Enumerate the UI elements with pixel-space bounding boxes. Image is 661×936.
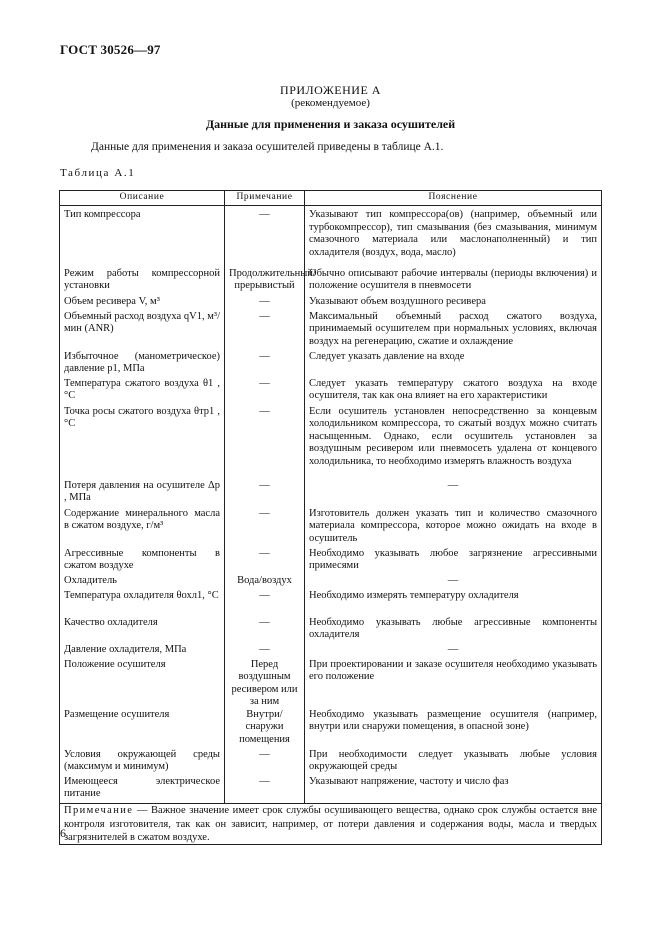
appendix-title: ПРИЛОЖЕНИЕ А: [280, 83, 381, 97]
table-row: [60, 548, 602, 575]
row-explanation: Указывают объем воздушного ресивера: [305, 296, 602, 311]
row-note: —: [225, 548, 305, 575]
row-description: Потеря давления на осушителе Δp , МПа: [60, 480, 225, 508]
appendix-heading: Данные для применения и заказа осушителей: [205, 117, 456, 131]
row-note: —: [225, 296, 305, 311]
row-description: Точка росы сжатого воздуха θтр1 , °C: [60, 406, 225, 480]
row-note: —: [225, 351, 305, 378]
row-description: Имеющееся электрическое питание: [60, 776, 225, 804]
table-header-row: [60, 191, 602, 206]
header-explanation: Пояснение: [305, 191, 602, 206]
row-note: Вода/воздух: [225, 575, 305, 590]
row-description: Тип компрессора: [60, 206, 225, 268]
row-note: Продолжительный/прерывистый: [225, 268, 305, 296]
table-row: [60, 617, 602, 644]
row-explanation: При необходимости следует указывать любые условия окружающей среды: [305, 749, 602, 776]
row-explanation: Обычно описывают рабочие интервалы (периоды включения) и положение осушителя в пневмосети: [305, 268, 602, 296]
row-description: Избыточное (манометрическое) давление p1, МПа: [60, 351, 225, 378]
row-note: —: [225, 749, 305, 776]
row-note: Перед воздушным ресивером или за ним: [225, 659, 305, 709]
table-row: [60, 480, 602, 508]
row-explanation: Следует указать давление на входе: [305, 351, 602, 378]
row-explanation: Следует указать температуру сжатого воздуха на входе осушителя, так как она влияет на его характеристики: [305, 378, 602, 406]
row-description: Температура охладителя θохл1, °C: [60, 590, 225, 617]
row-explanation: Максимальный объемный расход сжатого воздуха, принимаемый осушителем при нормальных условиях, включая воздух на регенерацию, сжатие и охлаждение: [305, 311, 602, 351]
row-description: Агрессивные компоненты в сжатом воздухе: [60, 548, 225, 575]
table-row: [60, 508, 602, 548]
row-description: Содержание минерального масла в сжатом воздухе, г/м³: [60, 508, 225, 548]
header-note: Примечание: [225, 191, 305, 206]
row-description: Объемный расход воздуха qV1, м³/мин (ANR): [60, 311, 225, 351]
row-explanation: При проектировании и заказе осушителя необходимо указывать его положение: [305, 659, 602, 709]
note-text: — Важное значение имеет срок службы осушивающего вещества, однако срок службы остается вне контроля изготовителя, так как он зависит, например, от потери давления и содержания воды, масла и твердых загрязнителей в сжатом воздухе.: [64, 805, 597, 843]
row-note: —: [225, 508, 305, 548]
table-row: [60, 406, 602, 480]
row-description: Качество охладителя: [60, 617, 225, 644]
row-description: Размещение осушителя: [60, 709, 225, 749]
row-note: —: [225, 776, 305, 804]
row-note: Внутри/снаружи помещения: [225, 709, 305, 749]
table-row: [60, 351, 602, 378]
row-description: Давление охладителя, МПа: [60, 644, 225, 659]
row-note: —: [225, 480, 305, 508]
row-explanation: Необходимо указывать любые агрессивные компоненты охладителя: [305, 617, 602, 644]
row-description: Объем ресивера V, м³: [60, 296, 225, 311]
table-row: [60, 206, 602, 268]
row-explanation: Если осушитель установлен непосредственно за концевым холодильником компрессора, то сжатый воздух можно считать насыщенным. Однако, если осушитель установлен за воздушным ресивером или пневмосеть удалена от концевого холодильника, то необходимо измерять влажность воздуха: [305, 406, 602, 480]
table-row: [60, 296, 602, 311]
table-row: [60, 575, 602, 590]
row-description: Условия окружающей среды (максимум и минимум): [60, 749, 225, 776]
row-description: Температура сжатого воздуха θ1 , °C: [60, 378, 225, 406]
note-label: Примечание: [64, 805, 134, 817]
table-row: [60, 378, 602, 406]
table-row: [60, 776, 602, 804]
row-note: —: [225, 206, 305, 268]
row-description: Режим работы компрессорной установки: [60, 268, 225, 296]
row-explanation: Необходимо указывать любое загрязнение агрессивными примесями: [305, 548, 602, 575]
table-row: [60, 659, 602, 709]
table-note: [60, 804, 602, 844]
row-note: —: [225, 644, 305, 659]
page-number: 6: [60, 826, 66, 840]
row-note: —: [225, 378, 305, 406]
row-note: —: [225, 406, 305, 480]
appendix-subtitle: (рекомендуемое): [291, 97, 370, 109]
table-note-row: [60, 804, 602, 844]
row-note: —: [225, 311, 305, 351]
table-row: [60, 590, 602, 617]
header-description: Описание: [60, 191, 225, 206]
table-row: [60, 644, 602, 659]
row-explanation: Необходимо указывать размещение осушителя (например, внутри или снаружи помещения, в опасной зоне): [305, 709, 602, 749]
standard-number: ГОСТ 30526—97: [60, 42, 161, 57]
row-explanation: —: [305, 644, 602, 659]
row-explanation: Необходимо измерять температуру охладителя: [305, 590, 602, 617]
intro-paragraph: Данные для применения и заказа осушителей приведены в таблице А.1.: [91, 141, 444, 153]
table-row: [60, 709, 602, 749]
row-note: —: [225, 617, 305, 644]
row-explanation: Указывают тип компрессора(ов) (например, объемный или турбокомпрессор), тип смазывания (без смазывания, минимум смазочного материала или маслонаполненный) и тип охладителя (воздух, вода, масло): [305, 206, 602, 268]
table-row: [60, 749, 602, 776]
row-explanation: Изготовитель должен указать тип и количество смазочного материала компрессора, которое можно ожидать на входе в осушитель: [305, 508, 602, 548]
row-explanation: —: [305, 575, 602, 590]
row-description: Положение осушителя: [60, 659, 225, 709]
row-description: Охладитель: [60, 575, 225, 590]
table-row: [60, 268, 602, 296]
table-row: [60, 311, 602, 351]
table-label: Таблица А.1: [60, 167, 136, 179]
row-note: —: [225, 590, 305, 617]
data-table: [59, 190, 602, 845]
row-explanation: Указывают напряжение, частоту и число фаз: [305, 776, 602, 804]
row-explanation: —: [305, 480, 602, 508]
